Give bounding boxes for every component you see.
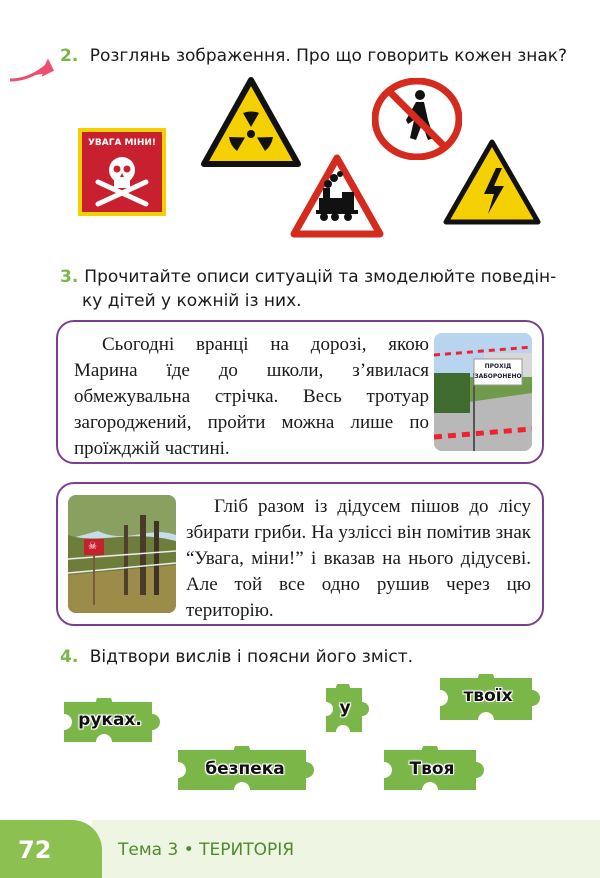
- footer-topic: [118, 840, 294, 860]
- roadblock-photo: [434, 333, 532, 451]
- task3-text-line2: ку дітей у кожній із них.: [82, 291, 302, 311]
- mine-warning-sign: [78, 128, 166, 216]
- skull-mini-icon: ☠: [88, 541, 97, 552]
- skull-crossbones-icon: [92, 152, 152, 208]
- task3-number: 3.: [60, 267, 79, 287]
- mine-sign-label: УВАГА МІНИ!: [87, 138, 157, 148]
- task2-number: 2.: [60, 46, 79, 66]
- situation-1-text: Сьогодні вранці на дорозі, якою Марина їде до школи, з’явилася обмежувальна стрічка. Весь тротуар загороджений, пройти можна лише по проїжджій частині.: [74, 334, 429, 459]
- radiation-warning-sign: [200, 76, 302, 168]
- puzzle-piece-tvoia[interactable]: [378, 746, 486, 794]
- railway-crossing-sign: [290, 154, 384, 238]
- puzzle-word-1: руках.: [78, 710, 142, 730]
- situation-card-2: [56, 482, 544, 626]
- puzzle-piece-bezpeka[interactable]: [172, 746, 318, 794]
- footer-dot: •: [183, 840, 194, 860]
- high-voltage-sign: [442, 138, 542, 226]
- photo-sign-line2: ЗАБОРОНЕНО: [474, 373, 522, 380]
- task4-text: Відтвори вислів і поясни його зміст.: [89, 647, 414, 667]
- task2-heading: [60, 44, 580, 68]
- puzzle-word-5: Твоя: [409, 759, 455, 779]
- task4-heading: [60, 645, 580, 669]
- puzzle-word-2: у: [339, 698, 351, 718]
- forest-mine-photo: [68, 495, 176, 613]
- footer-topic-title: ТЕРИТОРІЯ: [199, 840, 295, 860]
- task3-heading: [60, 265, 580, 313]
- puzzle-piece-u[interactable]: [320, 684, 370, 736]
- situation-card-1: [56, 320, 544, 464]
- page-number: 72: [18, 836, 52, 864]
- puzzle-piece-rukakh[interactable]: [56, 698, 164, 746]
- puzzle-piece-tvoikh[interactable]: [434, 674, 542, 724]
- photo-sign-line1: ПРОХІД: [484, 363, 512, 370]
- task4-number: 4.: [60, 647, 79, 667]
- task3-text-line1: Прочитайте описи ситуацій та змоделюйте поведін-: [84, 267, 557, 287]
- puzzle-word-4: безпека: [205, 759, 285, 779]
- puzzle-word-3: твоїх: [463, 686, 513, 706]
- situation-2-text: Гліб разом із дідусем пішов до лісу збирати гриби. На узліссі він помітив знак “Увага, міни!” і вказав на нього дідусеві. Але той все одно рушив через цю територію.: [186, 496, 531, 621]
- footer-topic-prefix: Тема 3: [118, 840, 179, 860]
- arrow-marker-icon: [8, 58, 54, 88]
- task2-text: Розглянь зображення. Про що говорить кожен знак?: [89, 46, 568, 66]
